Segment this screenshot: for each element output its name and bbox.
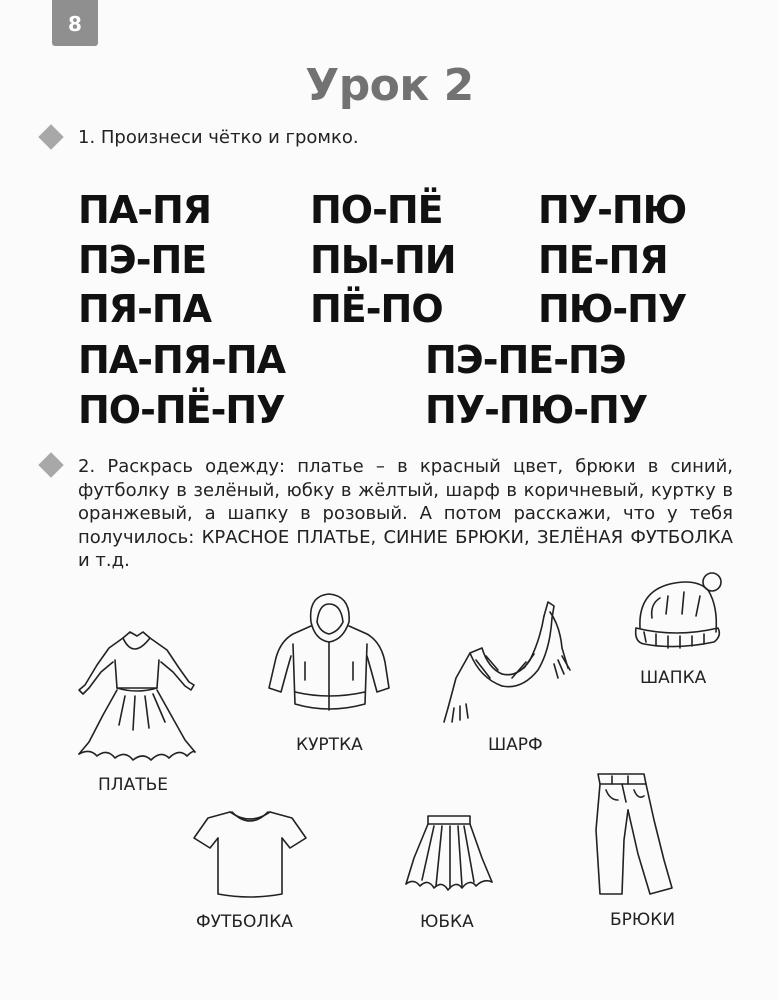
hat-icon [630, 570, 725, 655]
syllable: ПО-ПЁ [310, 188, 443, 232]
task1-instruction: 1. Произнеси чётко и громко. [78, 127, 359, 148]
syllable: ПЁ-ПО [310, 287, 443, 331]
jacket-label: КУРТКА [296, 735, 363, 755]
syllable: ПУ-ПЮ-ПУ [425, 388, 648, 432]
syllable: ПА-ПЯ-ПА [78, 338, 286, 382]
trousers-label: БРЮКИ [610, 910, 676, 930]
lesson-title: Урок 2 [305, 60, 474, 111]
syllable: ПЭ-ПЕ [78, 238, 207, 282]
tshirt-label: ФУТБОЛКА [196, 912, 293, 932]
task1-bullet-icon [38, 124, 63, 149]
syllable: ПЮ-ПУ [538, 287, 687, 331]
skirt-label: ЮБКА [420, 912, 474, 932]
jacket-icon [263, 592, 393, 722]
syllable: ПЫ-ПИ [310, 238, 456, 282]
hat-label: ШАПКА [640, 668, 707, 688]
task2-instruction: 2. Раскрась одежду: платье – в красный цвет, брюки в синий, футболку в зелёный, юбку в жёлтый, шарф в коричневый, куртку в оранжевый, а шапку в розовый. А потом расскажи, что у тебя получилось: КРАСНОЕ ПЛАТЬЕ, СИНИЕ БРЮКИ, ЗЕЛЁНАЯ ФУТБОЛКА и т.д. [78, 456, 733, 571]
task2-bullet-icon [38, 452, 63, 477]
syllable: ПА-ПЯ [78, 188, 212, 232]
scarf-label: ШАРФ [488, 735, 543, 755]
scarf-icon [440, 598, 575, 728]
dress-label: ПЛАТЬЕ [98, 775, 168, 795]
syllable: ПО-ПЁ-ПУ [78, 388, 285, 432]
syllable: ПУ-ПЮ [538, 188, 687, 232]
syllable: ПЕ-ПЯ [538, 238, 668, 282]
dress-icon [75, 630, 200, 765]
page-number-tab [52, 0, 98, 46]
syllable: ПЯ-ПА [78, 287, 212, 331]
tshirt-icon [190, 808, 310, 903]
page-number: 8 [68, 12, 82, 36]
syllable: ПЭ-ПЕ-ПЭ [425, 338, 626, 382]
trousers-icon [592, 770, 677, 900]
skirt-icon [402, 812, 497, 897]
